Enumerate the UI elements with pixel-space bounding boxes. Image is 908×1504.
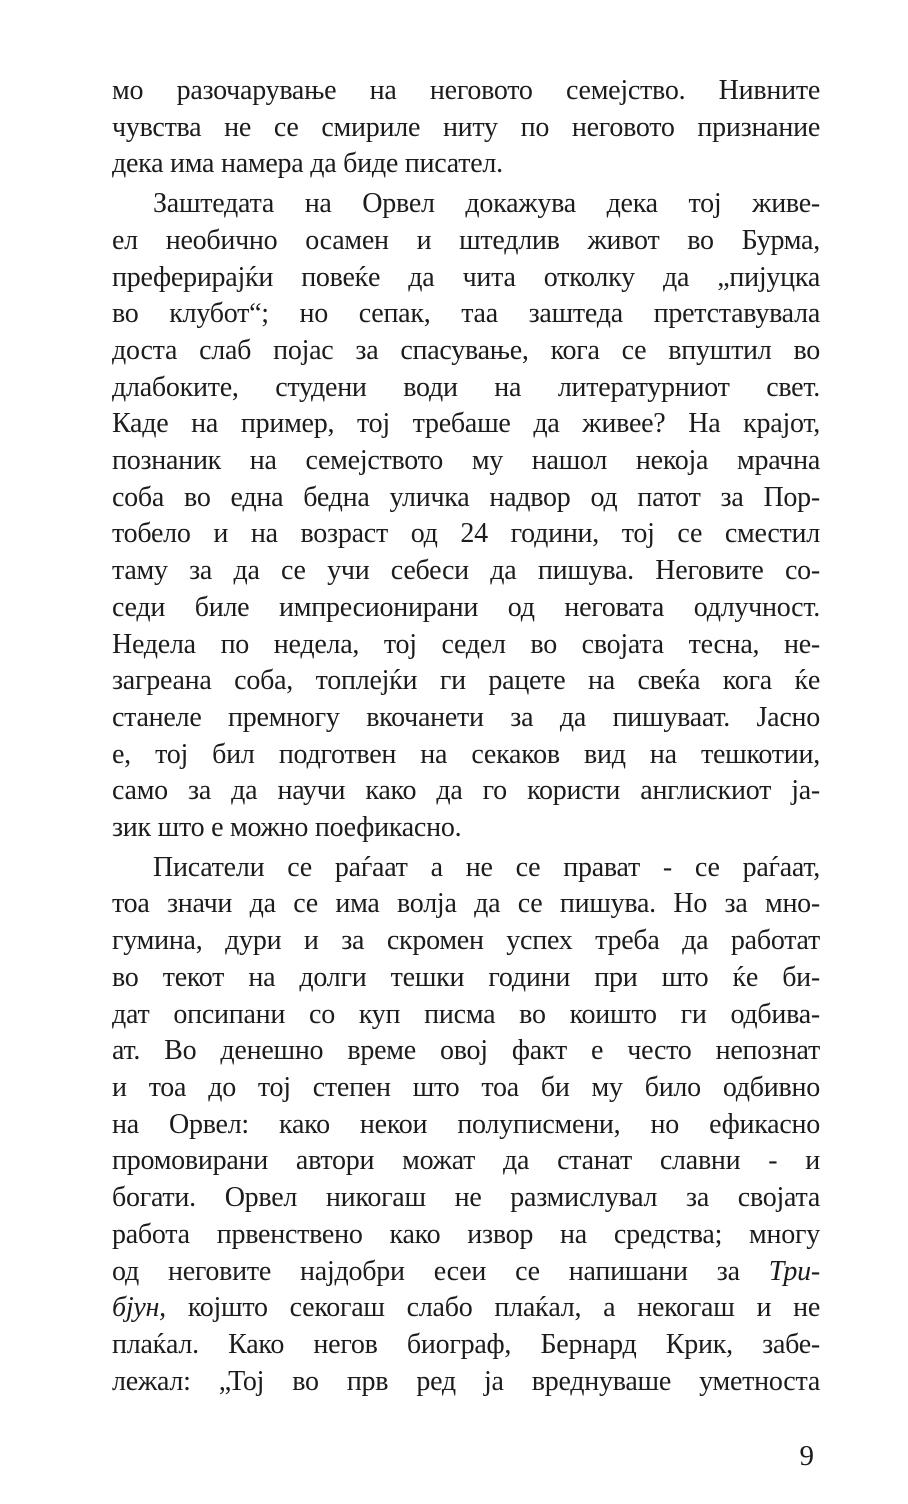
text-segment: Заштедата на Орвел докажува дека тој живе- bbox=[153, 188, 820, 220]
text-segment: плаќал. Како негов биограф, Бернард Крик, забе- bbox=[112, 1328, 820, 1360]
text-segment: тобело и на возраст од 24 години, тој се сместил bbox=[112, 518, 820, 550]
text-line bbox=[112, 146, 820, 183]
text-line bbox=[112, 960, 820, 997]
text-line bbox=[112, 886, 820, 923]
text-segment: дат опсипани со куп писма во коишто ги одбива- bbox=[112, 998, 820, 1030]
text-segment: чувства не се смириле ниту по неговото признание bbox=[112, 111, 820, 143]
text-segment: и тоа до тој степен што тоа би му било одбивно bbox=[112, 1071, 820, 1103]
text-line bbox=[112, 73, 820, 110]
text-line bbox=[112, 773, 820, 810]
text-segment: длабоките, студени води на литературниот свет. bbox=[112, 371, 820, 403]
text-segment: таму за да се учи себеси да пишува. Неговите со- bbox=[112, 555, 820, 587]
text-line bbox=[112, 1107, 820, 1144]
paragraph bbox=[112, 73, 820, 183]
text-line bbox=[112, 110, 820, 147]
page-number: 9 bbox=[799, 1440, 814, 1472]
text-line bbox=[112, 737, 820, 774]
text-segment: којшто секогаш слабо плаќал, а некогаш и не bbox=[165, 1292, 820, 1324]
text-segment: дека има намера да биде писател. bbox=[112, 148, 503, 180]
text-segment: седи биле импресионирани од неговата одлучност. bbox=[112, 591, 820, 623]
text-line bbox=[112, 810, 820, 847]
text-line bbox=[112, 1290, 820, 1327]
text-segment: богати. Орвел никогаш не размислувал за својата bbox=[112, 1182, 820, 1214]
text-line bbox=[112, 333, 820, 370]
text-segment: од неговите најдобри есеи се напишани за bbox=[112, 1255, 769, 1287]
text-line bbox=[112, 223, 820, 260]
text-line bbox=[112, 1143, 820, 1180]
text-line bbox=[112, 370, 820, 407]
text-line bbox=[112, 260, 820, 297]
text-line bbox=[112, 443, 820, 480]
italic-text-segment: бјун, bbox=[112, 1292, 166, 1324]
text-segment: доста слаб појас за спасување, кога се впуштил во bbox=[112, 334, 820, 366]
paragraph bbox=[112, 850, 820, 1401]
text-segment: загреана соба, топлејќи ги рацете на свеќа кога ќе bbox=[112, 665, 820, 697]
text-line bbox=[112, 516, 820, 553]
text-line bbox=[112, 406, 820, 443]
text-block bbox=[112, 73, 820, 1400]
text-segment: Недела по недела, тој седел во својата тесна, не- bbox=[112, 628, 820, 660]
text-segment: соба во една бедна уличка надвор од патот за Пор- bbox=[112, 481, 820, 513]
text-segment: во текот на долги тешки години при што ќе би- bbox=[112, 961, 820, 993]
text-line bbox=[112, 1327, 820, 1364]
text-line bbox=[112, 850, 820, 887]
text-segment: ат. Во денешно време овој факт е често непознат bbox=[112, 1035, 820, 1067]
text-segment: само за да научи како да го користи англискиот ја- bbox=[112, 775, 820, 807]
text-segment: работа првенствено како извор на средства; многу bbox=[112, 1218, 820, 1250]
text-line bbox=[112, 480, 820, 517]
text-segment: во клубот“; но сепак, таа заштеда претставувала bbox=[112, 298, 820, 330]
paragraph bbox=[112, 186, 820, 847]
text-line bbox=[112, 923, 820, 960]
text-line bbox=[112, 186, 820, 223]
text-segment: преферирајќи повеќе да чита отколку да „пијуцка bbox=[112, 261, 820, 293]
text-line bbox=[112, 590, 820, 627]
text-line bbox=[112, 1180, 820, 1217]
text-line bbox=[112, 627, 820, 664]
italic-text-segment: Три- bbox=[768, 1255, 820, 1287]
text-segment: мо разочарување на неговото семејство. Нивните bbox=[112, 75, 820, 106]
text-segment: е, тој бил подготвен на секаков вид на тешкотии, bbox=[112, 738, 820, 770]
text-line bbox=[112, 1254, 820, 1291]
text-line bbox=[112, 1070, 820, 1107]
text-segment: ел необично осамен и штедлив живот во Бурма, bbox=[112, 224, 820, 256]
text-segment: на Орвел: како некои полуписмени, но ефикасно bbox=[112, 1108, 820, 1140]
text-line bbox=[112, 553, 820, 590]
text-line bbox=[112, 1217, 820, 1254]
text-segment: Каде на пример, тој требаше да живее? На крајот, bbox=[112, 408, 820, 440]
text-segment: промовирани автори можат да станат славни - и bbox=[112, 1145, 820, 1177]
text-segment: Писатели се раѓаат а не се прават - се раѓаат, bbox=[153, 851, 820, 883]
text-segment: познаник на семејството му нашол некоја мрачна bbox=[112, 445, 820, 477]
text-line bbox=[112, 997, 820, 1034]
text-line bbox=[112, 296, 820, 333]
text-segment: гумина, дури и за скромен успех треба да работат bbox=[112, 925, 820, 957]
text-line bbox=[112, 700, 820, 737]
text-segment: лежал: „Тој во прв ред ја вреднуваше уметноста bbox=[112, 1365, 820, 1397]
text-segment: зик што е можно поефикасно. bbox=[112, 812, 462, 844]
text-line bbox=[112, 663, 820, 700]
text-segment: тоа значи да се има волја да се пишува. Но за мно- bbox=[112, 888, 820, 920]
text-line bbox=[112, 1033, 820, 1070]
text-line bbox=[112, 1364, 820, 1401]
text-segment: станеле премногу вкочанети за да пишуваат. Јасно bbox=[112, 701, 820, 733]
